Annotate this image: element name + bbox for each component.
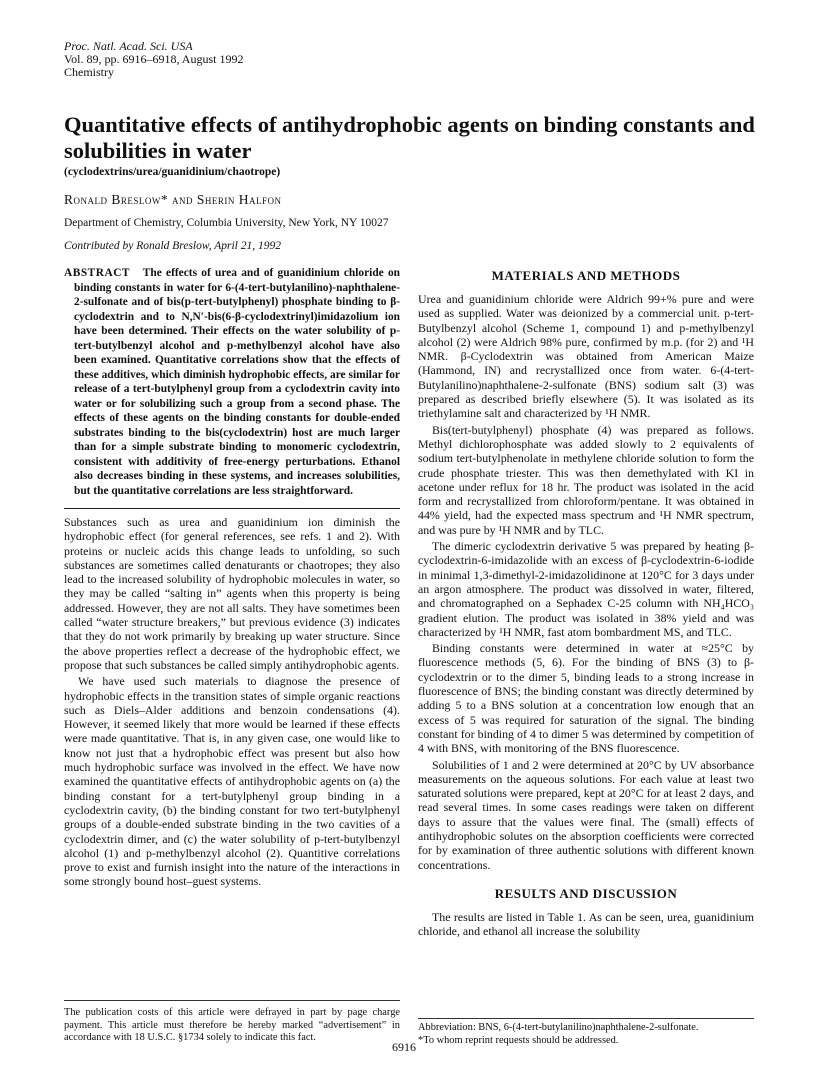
journal-section: Chemistry: [64, 65, 114, 79]
abbreviation-footnote: [418, 1018, 754, 1047]
abstract-heading: ABSTRACT: [64, 267, 131, 279]
methods-paragraph: The dimeric cyclodextrin derivative 5 was prepared by heating β-cyclodextrin-6-imidazolide with an excess of β-cyclodextrin-6-iodide in minimal 1,3-dimethyl-2-imidazolidinone at 120°C for 3 days under an argon atmosphere. The product was dissolved in water, filtered, and chromatographed on a Sephadex C-25 column with NH₄HCO₃ gradient elution. The product was isolated in 38% yield and was characterized by ¹H NMR, fast atom bombardment MS, and TLC.: [418, 539, 754, 639]
abstract-text: The effects of urea and of guanidinium chloride on binding constants in water for 6-(4-tert-butylanilino)-naphthalene-2-sulfonate and of bis(p-tert-butylphenyl) phosphate binding to β-cyclodextrin and to N,N′-bis(6-β-cyclodextrinyl)imidazolium ion have been determined. Their effects on the water solubility of p-tert-butylbenzyl alcohol and p-methylbenzyl alcohol have also been examined. Quantitative correlations show that the effects of these additives, which diminish hydrophobic effects, are similar for release of a tert-butylphenyl group from a cyclodextrin cavity into water or for solubilizing such a group from a second phase. The effects of these agents on the binding constants for double-ended substrates binding to the bis(cyclodextrin) host are much larger than for a simple substrate binding to monomeric cyclodextrin, consistent with additivity of free-energy perturbations. Ethanol also decreases binding in these systems, and increases solubilities, but the quantitative correlations are less straightforward.: [74, 267, 401, 497]
abstract: [64, 266, 400, 506]
journal-name: Proc. Natl. Acad. Sci. USA: [64, 39, 193, 53]
authors: Ronald Breslow* and Sherin Halfon: [64, 192, 282, 207]
intro-paragraph: We have used such materials to diagnose the presence of hydrophobic effects in the transition states of simple organic reactions such as Diels–Alder additions and benzoin condensations (4). However, it seemed likely that more would be learned if these effects were made quantitative. That is, in any given case, one would like to know not just that a hydrophobic effect was present but also how much hydrophobic surface was involved in the effect. We have now examined the quantitative effects of antihydrophobic agents on (a) the binding constant for a tert-butylphenyl group binding in a cyclodextrin cavity, (b) the binding constant for two tert-butylphenyl groups of a double-ended substrate binding in the two cavities of a cyclodextrin dimer, and (c) the water solubility of p-tert-butylbenzyl alcohol (1) and p-methylbenzyl alcohol (2). Quantitive correlations prove to exist and furnish insight into the nature of the interactions in some strongly bound host–guest systems.: [64, 674, 400, 889]
affiliation: Department of Chemistry, Columbia University, New York, NY 10027: [64, 217, 389, 229]
right-column: [418, 266, 754, 940]
journal-volume: Vol. 89, pp. 6916–6918, August 1992: [64, 52, 244, 66]
publication-cost-footnote: [64, 1000, 400, 1045]
left-column: [64, 266, 400, 891]
methods-heading: MATERIALS AND METHODS: [491, 268, 681, 283]
intro-paragraph: Substances such as urea and guanidinium ion diminish the hydrophobic effect (for general references, see refs. 1 and 2). With proteins or nucleic acids this change leads to unfolding, so such substances are sometimes called denaturants or chaotropes; they also lead to the increased solubility of hydrophobic molecules in water, so they may be called “salting in” agents when this property is being addressed. However, they are not all salts. They have sometimes been called “water structure breakers,” but previous evidence (3) indicates that they do not work primarily by breaking up water structure. Since the above properties reflect a decrease of the hydrophobic effect, we propose that such substances be called simply antihydrophobic agents.: [64, 515, 400, 672]
results-paragraph: The results are listed in Table 1. As can be seen, urea, guanidinium chloride, and ethanol all increase the solubility: [418, 909, 754, 939]
journal-header: [64, 40, 243, 79]
contributed-by: Contributed by Ronald Breslow, April 21, 1992: [64, 240, 282, 252]
footnote-divider: [64, 1000, 400, 1001]
methods-paragraph: Binding constants were determined in water at ≈25°C by fluorescence methods (5, 6). For the binding of BNS (3) to β-cyclodextrin or to the dimer 5, binding leads to a strong increase in fluorescence of BNS; the binding constant was directly determined by adding 5 to a BNS solution at a concentration low enough that an excess of 5 was required for saturation of the signal. The binding constant for binding of 4 to dimer 5 was determined by competition of 4 with BNS, with monitoring of the BNS fluorescence.: [418, 641, 754, 756]
methods-paragraph: Bis(tert-butylphenyl) phosphate (4) was prepared as follows. Methyl dichlorophosphate was added slowly to 2 equivalents of sodium tert-butylphenolate in methylene chloride solution to form the crude phosphate triester. This was then demethylated with KI in acetone under reflux for 18 hr. The product was isolated in the acid form and recrystallized from chloroform/pentane. It was obtained in 44% yield, had the expected mass spectrum and ¹H NMR spectrum, and was pure by ¹H NMR and by TLC.: [418, 422, 754, 537]
keywords: (cyclodextrins/urea/guanidinium/chaotrope): [64, 166, 281, 178]
page-number: 6916: [392, 1040, 416, 1054]
results-heading: RESULTS AND DISCUSSION: [494, 885, 678, 901]
abstract-divider: [64, 508, 400, 509]
methods-paragraph: Solubilities of 1 and 2 were determined at 20°C by UV absorbance measurements on the aqueous solutions. For each value at least two saturated solutions were prepared, kept at 20°C for at least 2 days, and read several times. In some cases readings were taken on different days to assure that the values were final. The (small) effects of antihydrophobic solutes on the absorption coefficients were corrected for by examination of three authentic solutions with different known concentrations.: [418, 757, 754, 872]
publication-cost-text: The publication costs of this article were defrayed in part by page charge payment. This article must therefore be hereby marked “advertisement” in accordance with 18 U.S.C. §1734 solely to indicate this fact.: [64, 1007, 400, 1043]
abbreviation-text: Abbreviation: BNS, 6-(4-tert-butylanilino)naphthalene-2-sulfonate.: [418, 1022, 699, 1033]
reprint-note: *To whom reprint requests should be addressed.: [418, 1034, 619, 1046]
footnote-divider: [418, 1018, 754, 1019]
paper-title: Quantitative effects of antihydrophobic agents on binding constants and solubilities in water: [64, 112, 755, 163]
methods-paragraph: Urea and guanidinium chloride were Aldrich 99+% pure and were used as supplied. Water was deionized by a commercial unit. p-tert-Butylbenzyl alcohol (Scheme 1, compound 1) and p-methylbenzyl alcohol (2) were Aldrich 98% pure, confirmed by m.p. (for 2) and ¹H NMR. β-Cyclodextrin was obtained from American Maize (Hammond, IN) and recrystallized once from water. 6-(4-tert-Butylanilino)naphthalene-2-sulfonate (BNS) sodium salt (3) was prepared as described briefly elsewhere (5). It was isolated as its triethylamine salt and characterized by ¹H NMR.: [418, 292, 754, 421]
